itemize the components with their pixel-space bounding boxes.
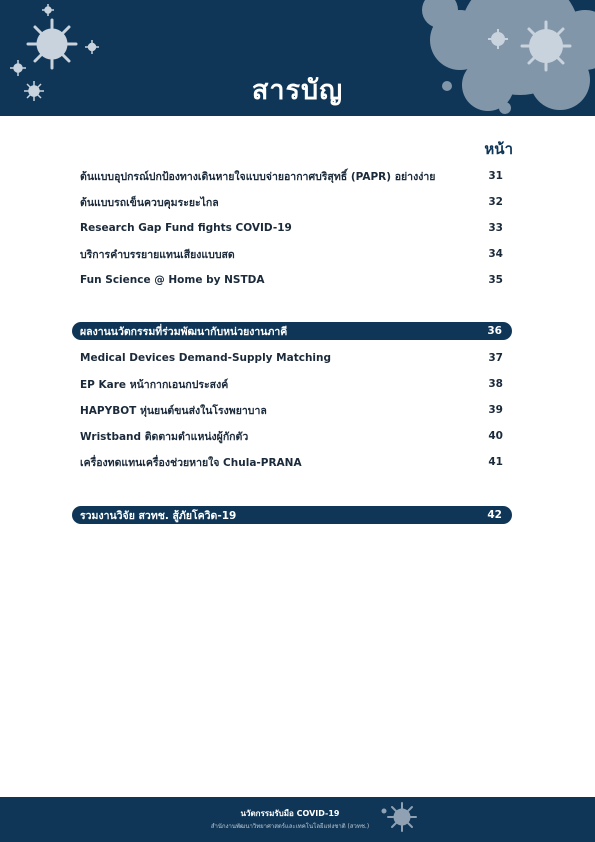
virus-icon [378, 799, 422, 839]
toc-row-label: HAPYBOT หุ่นยนต์ขนส่งในโรงพยาบาล [80, 404, 267, 417]
toc-row-label: Research Gap Fund fights COVID-19 [80, 222, 292, 234]
section-heading-page: 36 [487, 325, 502, 337]
section-heading-page: 42 [487, 509, 502, 521]
page-column-label: หน้า [484, 140, 513, 158]
toc-row-page: 34 [488, 248, 503, 260]
toc-row-page: 32 [488, 196, 503, 208]
toc-row-page: 33 [488, 222, 503, 234]
virus-icon-large-left [28, 20, 76, 68]
toc-row-page: 35 [488, 274, 503, 286]
toc-row-page: 38 [488, 378, 503, 390]
toc-row-page: 31 [488, 170, 503, 182]
section-heading-label: ผลงานนวัตกรรมที่ร่วมพัฒนากับหน่วยงานภาคี [80, 325, 288, 338]
toc-row[interactable] [80, 453, 503, 471]
toc-row-page: 40 [488, 430, 503, 442]
toc-section-heading[interactable] [72, 322, 512, 340]
toc-row[interactable] [80, 401, 503, 419]
toc-row-label: ต้นแบบอุปกรณ์ปกป้องทางเดินหายใจแบบจ่ายอากาศบริสุทธิ์ (PAPR) อย่างง่าย [80, 170, 436, 183]
toc-row-label: Wristband ติดตามตำแหน่งผู้กักตัว [80, 430, 249, 443]
toc-row-page: 41 [488, 456, 503, 468]
toc-row[interactable] [80, 349, 503, 367]
toc-row[interactable] [80, 219, 503, 237]
toc-row-page: 39 [488, 404, 503, 416]
toc-row-label: Medical Devices Demand-Supply Matching [80, 352, 332, 364]
toc-row-label: EP Kare หน้ากากเอนกประสงค์ [80, 378, 229, 391]
toc-row[interactable] [80, 245, 503, 263]
toc-row[interactable] [80, 427, 503, 445]
toc-row-page: 37 [488, 352, 503, 364]
virus-icon-large-right [522, 22, 570, 70]
footer-subtitle: สำนักงานพัฒนาวิทยาศาสตร์และเทคโนโลยีแห่งชาติ (สวทช.) [210, 823, 370, 830]
page-footer [0, 797, 595, 842]
toc-row-label: เครื่องทดแทนเครื่องช่วยหายใจ Chula-PRANA [80, 456, 302, 469]
toc-row[interactable] [80, 271, 503, 289]
toc-row-label: ต้นแบบรถเข็นควบคุมระยะไกล [80, 196, 219, 209]
toc-row[interactable] [80, 193, 503, 211]
toc-row-label: บริการคำบรรยายแทนเสียงแบบสด [80, 248, 235, 261]
footer-title: นวัตกรรมรับมือ COVID-19 [240, 809, 340, 818]
virus-icon-small-left-3 [85, 40, 99, 54]
toc-row[interactable] [80, 375, 503, 393]
toc-section-heading[interactable] [72, 506, 512, 524]
toc-row-label: Fun Science @ Home by NSTDA [80, 274, 265, 286]
virus-icon-small-left-4 [42, 4, 54, 16]
page-title: สารบัญ [251, 75, 344, 106]
page-header [0, 0, 595, 116]
toc-row[interactable] [80, 167, 503, 185]
section-heading-label: รวมงานวิจัย สวทช. สู้ภัยโควิด-19 [80, 509, 237, 522]
